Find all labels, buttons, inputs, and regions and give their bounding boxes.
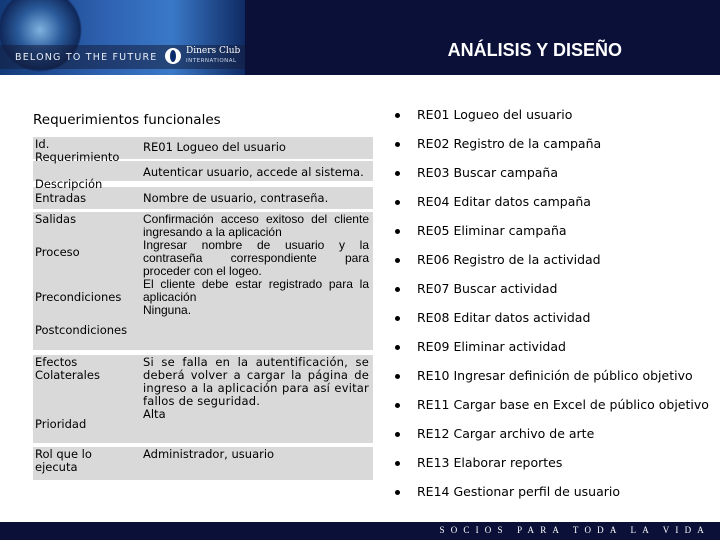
bullet-icon <box>395 461 400 466</box>
requirement-label: RE08 Editar datos actividad <box>417 310 591 325</box>
bullet-icon <box>395 490 400 495</box>
requirement-label: RE05 Eliminar campaña <box>417 223 567 238</box>
row-label: Id. Requerimiento <box>35 137 120 164</box>
row-value-group <box>139 212 373 350</box>
value-salidas: Confirmación acceso exitoso del cliente ingresando a la aplicación <box>143 212 369 239</box>
row-label: Entradas <box>35 191 87 205</box>
bullet-icon <box>395 432 400 437</box>
list-item <box>392 163 709 192</box>
requirements-list <box>392 105 709 511</box>
table-row-description <box>33 161 373 191</box>
requirement-label: RE07 Buscar actividad <box>417 281 558 296</box>
row-label: Descripción <box>35 177 103 191</box>
list-item <box>392 395 709 424</box>
label-postcondiciones: Postcondiciones <box>35 323 128 337</box>
bullet-icon <box>395 258 400 263</box>
footer-bar <box>0 522 720 540</box>
row-value-group <box>139 355 373 443</box>
slide-title: ANÁLISIS Y DISEÑO <box>447 40 622 60</box>
requirement-label: RE13 Elaborar reportes <box>417 455 563 470</box>
bullet-icon <box>395 200 400 205</box>
bullet-icon <box>395 113 400 118</box>
list-item <box>392 453 709 482</box>
list-item <box>392 250 709 279</box>
table-row-efectos <box>33 355 373 447</box>
requirement-label: RE14 Gestionar perfil de usuario <box>417 484 621 499</box>
requirement-label: RE11 Cargar base en Excel de público objetivo <box>417 397 709 412</box>
value-prioridad: Alta <box>143 407 166 421</box>
list-item <box>392 105 709 134</box>
list-item <box>392 192 709 221</box>
requirement-label: RE10 Ingresar definición de público objetivo <box>417 368 693 383</box>
label-salidas: Salidas <box>35 212 77 226</box>
row-value: Autenticar usuario, accede al sistema. <box>143 165 364 179</box>
bullet-icon <box>395 316 400 321</box>
footer-slogan: SOCIOS PARA TODA LA VIDA <box>439 525 710 535</box>
label-prioridad: Prioridad <box>35 417 87 431</box>
list-item <box>392 482 709 511</box>
requirement-label: RE06 Registro de la actividad <box>417 252 601 267</box>
requirement-label: RE04 Editar datos campaña <box>417 194 591 209</box>
value-precondiciones: El cliente debe estar registrado para la aplicación <box>143 277 369 304</box>
table-row-entradas <box>33 187 373 212</box>
list-item <box>392 134 709 163</box>
bullet-icon <box>395 171 400 176</box>
label-proceso: Proceso <box>35 245 80 259</box>
row-value: Administrador, usuario <box>143 447 275 461</box>
label-precondiciones: Precondiciones <box>35 290 122 304</box>
requirement-table <box>33 137 373 482</box>
value-efectos: Si se falla en la autentificación, se deberá volver a cargar la página de ingreso a la aplicación para así evitar fallos de seguridad. <box>143 355 369 408</box>
table-row-id <box>33 137 373 164</box>
table-row-salidas-proceso <box>33 212 373 355</box>
label-efectos: Efectos Colaterales <box>35 355 100 382</box>
banner-image <box>0 0 245 75</box>
list-item <box>392 279 709 308</box>
requirement-label: RE03 Buscar campaña <box>417 165 559 180</box>
requirement-label: RE02 Registro de la campaña <box>417 136 602 151</box>
row-value: Nombre de usuario, contraseña. <box>143 191 329 205</box>
list-item <box>392 308 709 337</box>
list-item <box>392 337 709 366</box>
requirement-label: RE01 Logueo del usuario <box>417 107 573 122</box>
row-value: RE01 Logueo del usuario <box>143 140 286 154</box>
list-item <box>392 221 709 250</box>
bullet-icon <box>395 287 400 292</box>
bullet-icon <box>395 229 400 234</box>
section-title: Requerimientos funcionales <box>33 112 221 128</box>
table-row-rol <box>33 447 373 482</box>
bullet-icon <box>395 374 400 379</box>
row-label-group <box>33 355 139 443</box>
logo-subtitle: INTERNATIONAL <box>186 58 237 64</box>
requirement-label: RE09 Eliminar actividad <box>417 339 566 354</box>
value-postcondiciones: Ninguna. <box>143 303 192 317</box>
requirement-label: RE12 Cargar archivo de arte <box>417 426 595 441</box>
banner-tagline: BELONG TO THE FUTURE <box>15 52 158 63</box>
list-item <box>392 366 709 395</box>
bullet-icon <box>395 142 400 147</box>
bullet-icon <box>395 345 400 350</box>
value-proceso: Ingresar nombre de usuario y la contraseña correspondiente para proceder con el logeo. <box>143 238 369 278</box>
header-bar <box>0 0 720 75</box>
list-item <box>392 424 709 453</box>
row-label: Rol que lo ejecuta <box>35 447 92 474</box>
diners-club-logo-icon <box>165 48 181 64</box>
row-label-group <box>33 212 139 350</box>
logo-name: Diners Club <box>186 46 241 56</box>
bullet-icon <box>395 403 400 408</box>
